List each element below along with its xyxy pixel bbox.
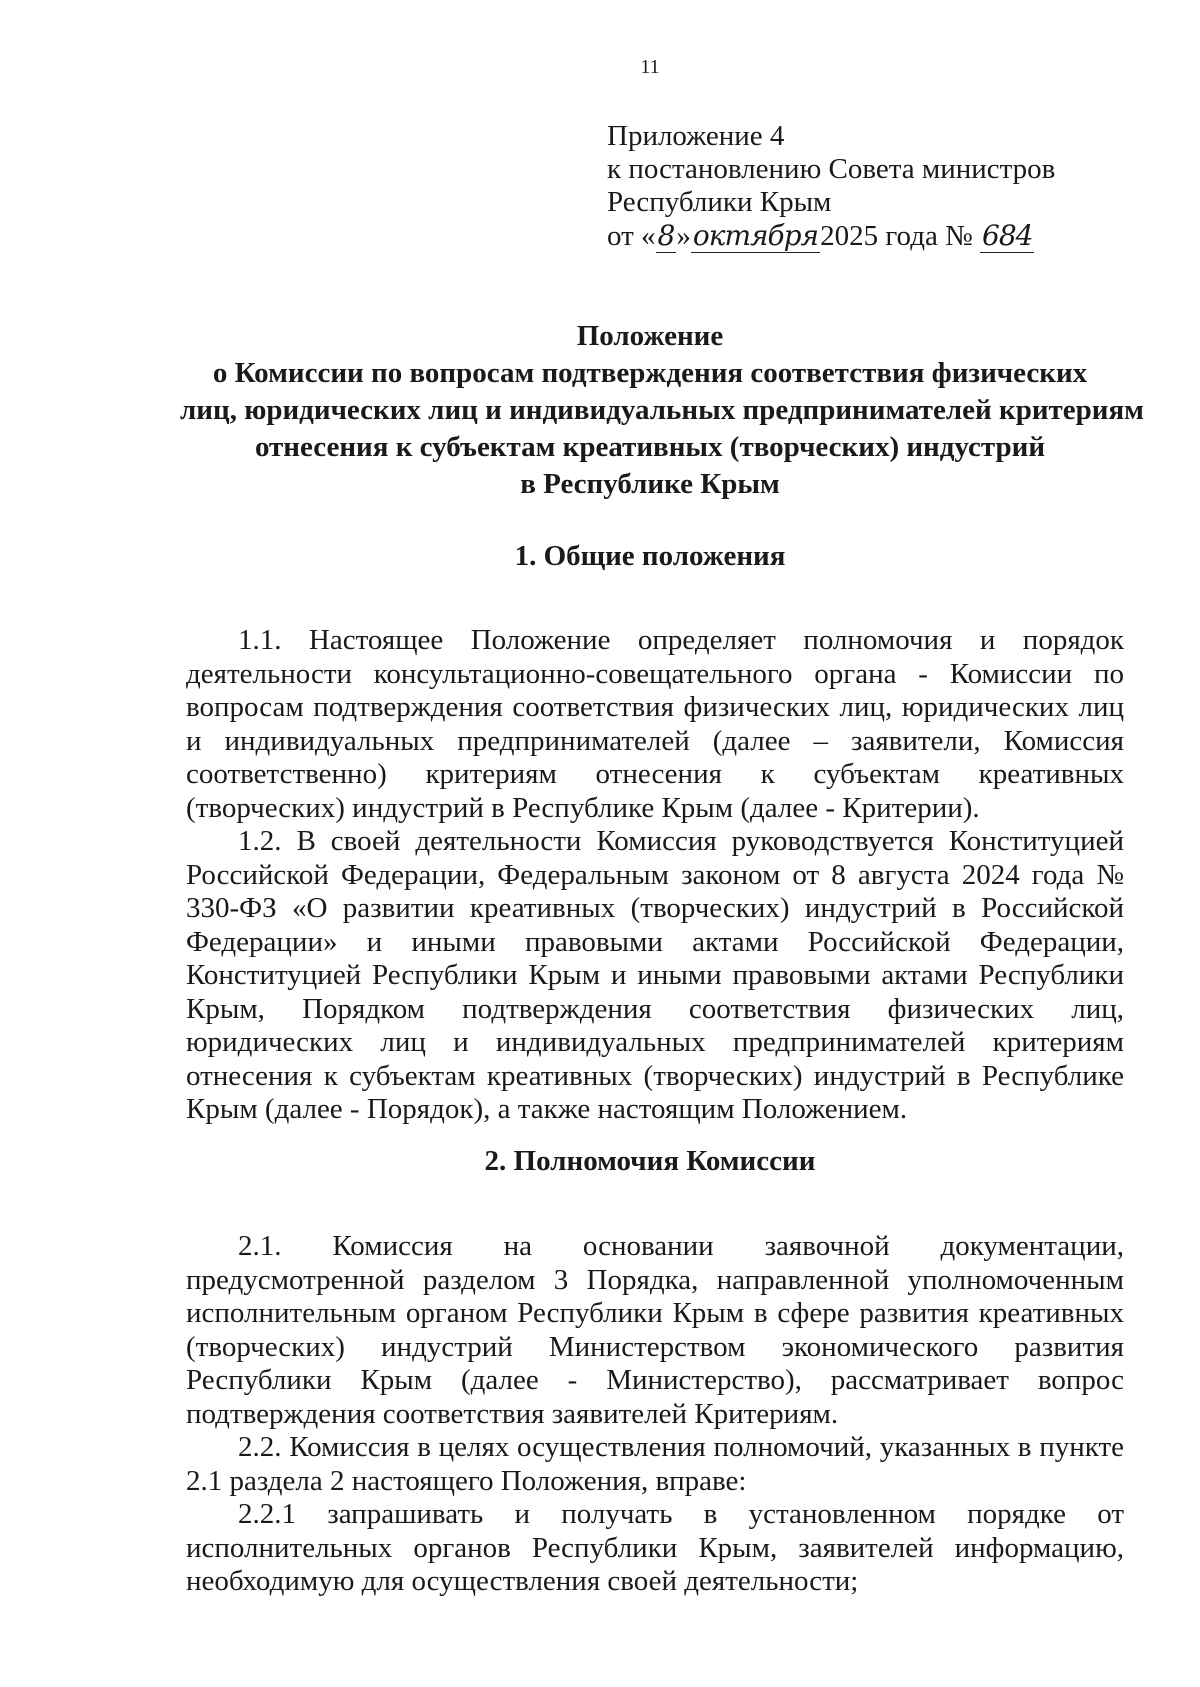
handwritten-month: октября (692, 219, 819, 252)
annex-date-line (607, 219, 1167, 253)
annex-line-2: к постановлению Совета министров (607, 153, 1056, 185)
annex-line-3: Республики Крым (607, 186, 832, 218)
paragraph-1-2: 1.2. В своей деятельности Комиссия руководствуется Конституцией Российской Федерации, Федеральным законом от 8 августа 2024 года № 330-ФЗ «О развитии креативных (творческих) индустрий в Российской Федерации» и иными правовыми актами Российской Федерации, Конституцией Республики Крым и иными правовыми актами Республики Крым, Порядком подтверждения соответствия физических лиц, юридических лиц и индивидуальных предпринимателей критериям отнесения к субъектам креативных (творческих) индустрий в Республике Крым (далее - Порядок), а также настоящим Положением. (186, 825, 1124, 1125)
title-line-5: в Республике Крым (520, 468, 780, 500)
title-line-4: отнесения к субъектам креативных (творческих) индустрий (254, 431, 1046, 463)
section-1-heading: 1. Общие положения (514, 540, 786, 572)
handwritten-doc-number: 684 (982, 219, 1033, 252)
annex-header (607, 120, 1167, 253)
section-2-body (186, 1230, 1124, 1599)
page-number: 11 (640, 56, 660, 78)
paragraph-2-1: 2.1. Комиссия на основании заявочной документации, предусмотренной разделом 3 Порядка, направленной уполномоченным исполнительным органом Республики Крым в сфере развития креативных (творческих) индустрий Министерством экономического развития Республики Крым (далее - Министерство), рассматривает вопрос подтверждения соответствия заявителей Критериям. (186, 1230, 1124, 1430)
paragraph-2-2: 2.2. Комиссия в целях осуществления полномочий, указанных в пункте 2.1 раздела 2 настоящего Положения, вправе: (186, 1431, 1124, 1497)
paragraph-2-2-1: 2.2.1 запрашивать и получать в установленном порядке от исполнительных органов Республики Крым, заявителей информацию, необходимую для осуществления своей деятельности; (186, 1498, 1124, 1597)
document-title (180, 318, 1144, 503)
handwritten-day: 8 (657, 219, 675, 252)
section-2-heading: 2. Полномочия Комиссии (484, 1145, 816, 1177)
date-year: 2025 года № (820, 220, 973, 252)
date-mid: » (676, 220, 691, 252)
title-line-1: Положение (576, 320, 724, 352)
section-1-body (186, 624, 1124, 1127)
title-line-3: лиц, юридических лиц и индивидуальных предпринимателей критериям (180, 394, 1144, 426)
date-prefix: от « (607, 220, 656, 252)
paragraph-1-1: 1.1. Настоящее Положение определяет полномочия и порядок деятельности консультационно-совещательного органа - Комиссии по вопросам подтверждения соответствия физических лиц, юридических лиц и индивидуальных предпринимателей (далее – заявители, Комиссия соответственно) критериям отнесения к субъектам креативных (творческих) индустрий в Республике Крым (далее - Критерии). (186, 624, 1124, 824)
title-line-2: о Комиссии по вопросам подтверждения соответствия физических (212, 357, 1088, 389)
annex-line-1: Приложение 4 (607, 120, 785, 152)
